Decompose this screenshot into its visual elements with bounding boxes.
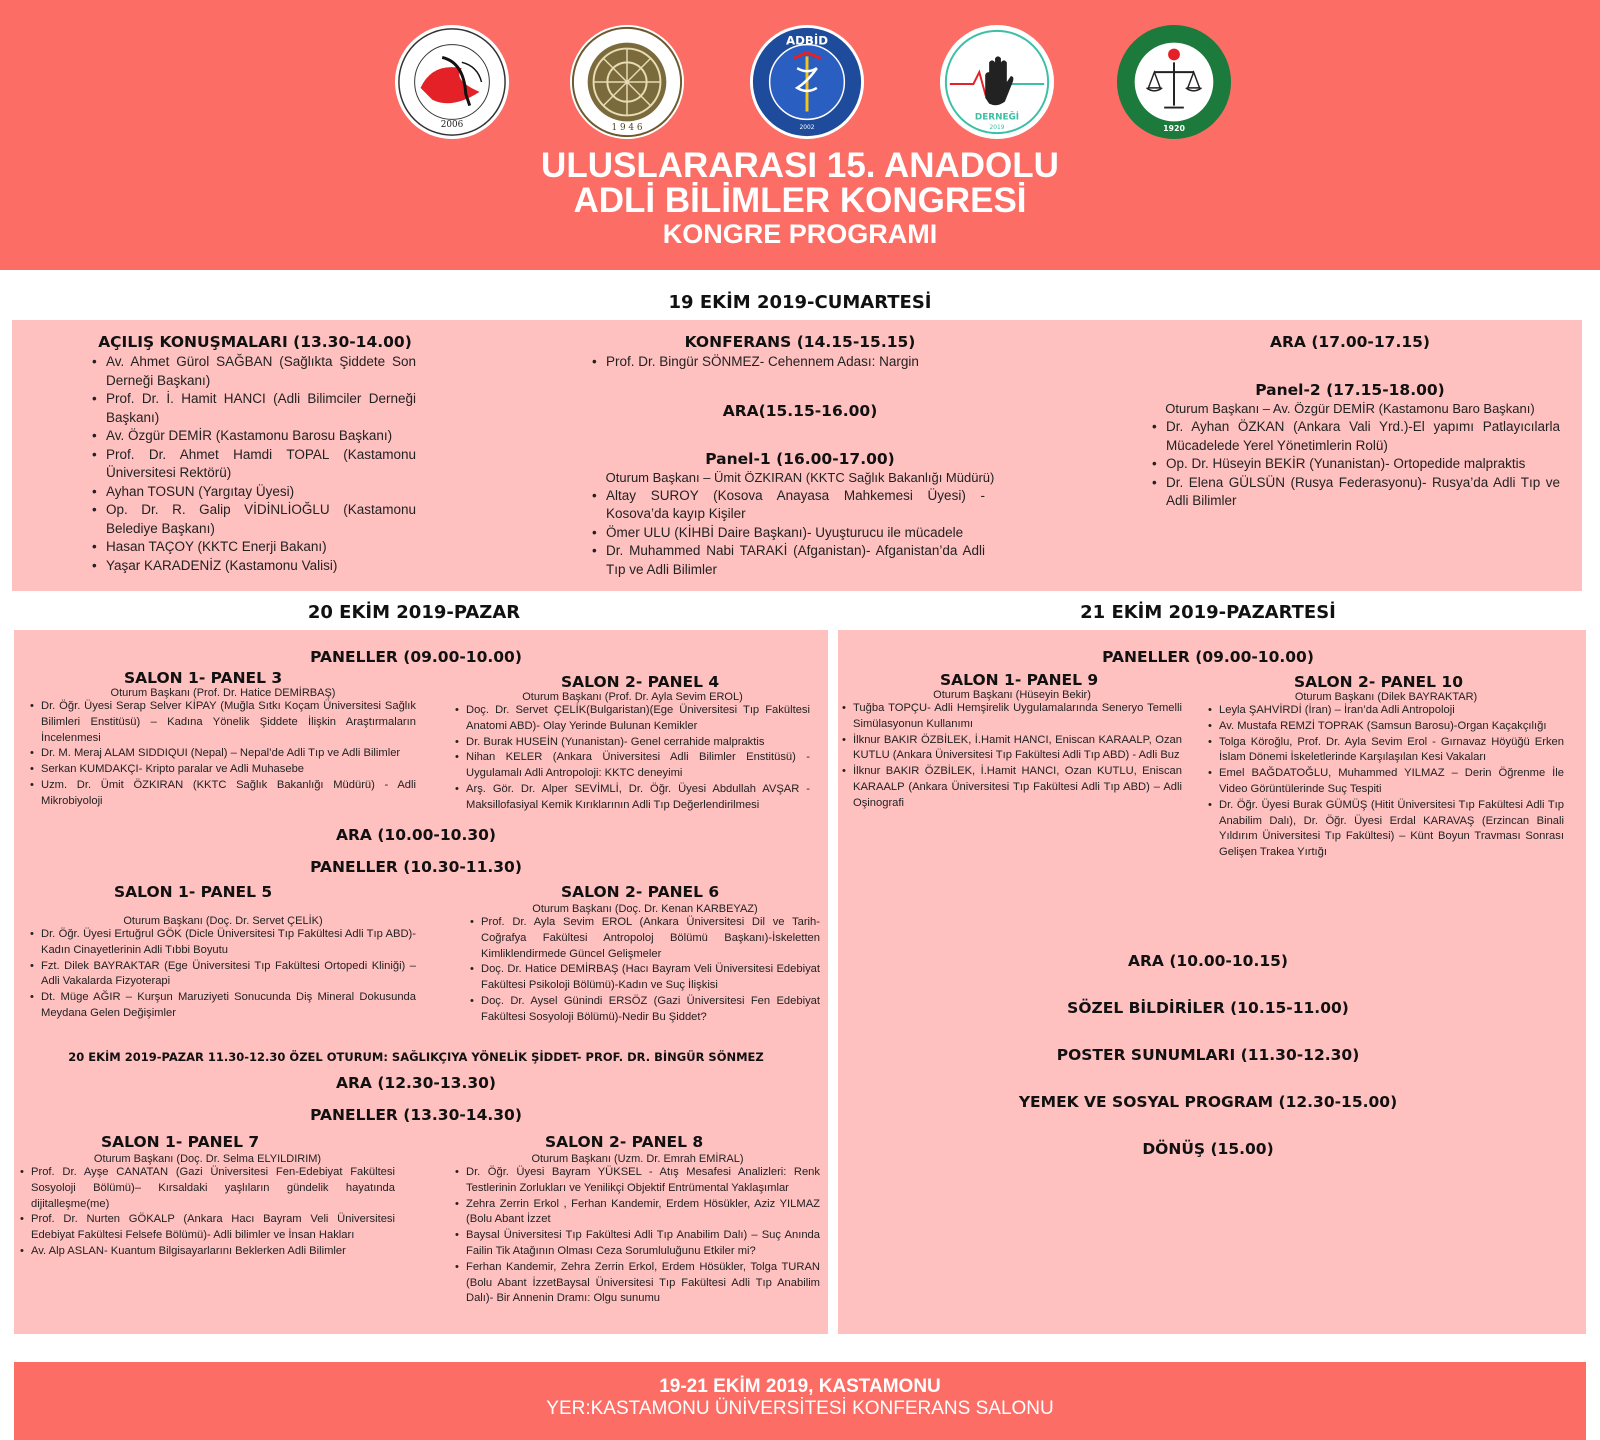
list-item: • Arş. Gör. Dr. Alper SEVİMLİ, Dr. Öğr. Üyesi Abdullah AVŞAR - Maksillofasiyal Kemik Kırıklarının Adli Tıp Değerlendirilmesi — [455, 782, 810, 814]
panel5-list — [30, 927, 416, 1022]
panel7-chair: Oturum Başkanı (Doç. Dr. Selma ELYILDIRIM) — [93, 1153, 322, 1165]
kastamonu-barosu-logo — [1115, 23, 1233, 141]
break-heading: ARA(15.15-16.00) — [722, 401, 878, 420]
panel3-list — [30, 699, 416, 810]
panel7-section — [20, 1133, 395, 1260]
panel9-heading: SALON 1- PANEL 9 — [940, 671, 1099, 689]
panel6-heading: SALON 2- PANEL 6 — [561, 883, 720, 901]
list-item: • Baysal Üniversitesi Tıp Fakültesi Adli Tıp Anabilim Dalı) – Suç Anında Failin Tik Atağının Olması Ceza Sorumluluğunu Etkiler mi? — [455, 1228, 820, 1260]
list-item: • Dr. Burak HUSEİN (Yunanistan)- Genel cerrahide malpraktis — [455, 735, 810, 751]
svg-text:2006: 2006 — [440, 120, 464, 131]
list-item: • Yaşar KARADENİZ (Kastamonu Valisi) — [90, 557, 416, 576]
footer-date: 19-21 EKİM 2019, KASTAMONU — [659, 1376, 941, 1397]
panel5-heading: SALON 1- PANEL 5 — [114, 883, 273, 901]
day3-return: DÖNÜŞ (15.00) — [1142, 1140, 1274, 1158]
panel9-list — [842, 701, 1182, 812]
list-item: • Ömer ULU (KİHBİ Daire Başkanı)- Uyuşturucu ile mücadele — [590, 524, 985, 543]
list-item: • Ferhan Kandemir, Zehra Zerrin Erkol, Erdem Hösükler, Tolga TURAN (Bolu Abant İzzetBaysal Üniversitesi Tıp Fakültesi Adli Tıp Anabilim Dalı)- Bir Annenin Dramı: Olgu sunumu — [455, 1260, 820, 1307]
opening-heading: AÇILIŞ KONUŞMALARI (13.30-14.00) — [98, 333, 412, 351]
list-item: • Altay SUROY (Kosova Anayasa Mahkemesi Üyesi) - Kosova’da kayıp Kişiler — [590, 487, 985, 524]
panel1-list — [590, 487, 985, 580]
ankara-universitesi-logo — [568, 23, 686, 141]
panel3-section — [30, 669, 416, 810]
list-item: • Doç. Dr. Hatice DEMİRBAŞ (Hacı Bayram Veli Üniversitesi Edebiyat Fakültesi Psikoloji Bölümü)-Kadın ve Suç İlişkisi — [470, 962, 820, 994]
list-item: • Leyla ŞAHVİRDİ (İran) – İran’da Adli Antropoloji — [1208, 703, 1564, 719]
day2-title: 20 EKİM 2019-PAZAR — [307, 602, 521, 623]
list-item: • Prof. Dr. Ayla Sevim EROL (Ankara Üniversitesi Dil ve Tarih-Coğrafya Fakültesi Antropoloj Bölümü Başkanı)-İskeletten Kimliklendirmede Güncel Gelişmeler — [470, 915, 820, 962]
day3-oral: SÖZEL BİLDİRİLER (10.15-11.00) — [1067, 999, 1349, 1017]
adbid-logo — [748, 23, 866, 141]
day1-title: 19 EKİM 2019-CUMARTESİ — [668, 292, 932, 313]
conference-heading: KONFERANS (14.15-15.15) — [684, 333, 916, 351]
panel4-chair: Oturum Başkanı (Prof. Dr. Ayla Sevim EROL) — [522, 691, 743, 703]
day3-poster: POSTER SUNUMLARI (11.30-12.30) — [1056, 1046, 1360, 1064]
footer-banner — [14, 1362, 1586, 1440]
day1-right-section — [1150, 333, 1560, 511]
list-item: • Dr. Elena GÜLSÜN (Rusya Federasyonu)- Rusya’da Adli Tıp ve Adli Bilimler — [1150, 474, 1560, 511]
day3-lunch: YEMEK VE SOSYAL PROGRAM (12.30-15.00) — [1018, 1093, 1398, 1111]
list-item: • Fzt. Dilek BAYRAKTAR (Ege Üniversitesi Tıp Fakültesi Ortopedi Kliniği) – Adli Vakalarda Fizyoterapi — [30, 959, 416, 991]
day3-title: 21 EKİM 2019-PAZARTESİ — [1080, 602, 1336, 623]
conference-list — [590, 353, 960, 372]
panel2-heading: Panel-2 (17.15-18.00) — [1255, 381, 1445, 399]
panel4-section — [455, 673, 810, 814]
header-banner — [0, 0, 1600, 270]
panel10-section — [1208, 673, 1564, 861]
day1-opening-section — [90, 333, 416, 575]
footer-venue: YER:KASTAMONU ÜNİVERSİTESİ KONFERANS SALONU — [546, 1398, 1054, 1419]
day3-break: ARA (10.00-10.15) — [1128, 952, 1288, 970]
list-item: • Hasan TAÇOY (KKTC Enerji Bakanı) — [90, 538, 416, 557]
panel5-chair: Oturum Başkanı (Doç. Dr. Servet ÇELİK) — [123, 915, 323, 927]
svg-text:ADBİD: ADBİD — [785, 33, 829, 48]
list-item: • Op. Dr. Hüseyin BEKİR (Yunanistan)- Ortopedide malpraktis — [1150, 455, 1560, 474]
day2-break1: ARA (10.00-10.30) — [336, 826, 496, 844]
list-item: • İlknur BAKIR ÖZBİLEK, İ.Hamit HANCI, Eniscan KARAALP, Ozan KUTLU (Ankara Üniversitesi Tıp Fakültesi Adli Tıp ABD) - Adli Buz — [842, 733, 1182, 765]
title-line-2: ADLİ BİLİMLER KONGRESİ — [573, 181, 1027, 220]
panel7-heading: SALON 1- PANEL 7 — [101, 1133, 260, 1151]
svg-text:2019: 2019 — [989, 125, 1005, 132]
day2-block2-heading: PANELLER (10.30-11.30) — [310, 858, 522, 876]
list-item: • Dr. Ayhan ÖZKAN (Ankara Vali Yrd.)-El yapımı Patlayıcılarla Mücadelede Yerel Yönetimlerin Rolü) — [1150, 418, 1560, 455]
panel10-chair: Oturum Başkanı (Dilek BAYRAKTAR) — [1294, 691, 1478, 703]
special-session: 20 EKİM 2019-PAZAR 11.30-12.30 ÖZEL OTURUM: SAĞLIKÇIYA YÖNELİK ŞİDDET- PROF. DR. BİNGÜR SÖNMEZ — [68, 1050, 764, 1064]
panel7-list — [20, 1165, 395, 1260]
list-item: • Dr. Öğr. Üyesi Ertuğrul GÖK (Dicle Üniversitesi Tıp Fakültesi Adli Tıp ABD)- Kadın Cinayetlerinin Adli Tıbbi Boyutu — [30, 927, 416, 959]
list-item: • Av. Ahmet Gürol SAĞBAN (Sağlıkta Şiddete Son Derneği Başkanı) — [90, 353, 416, 390]
title-line-1: ULUSLARARASI 15. ANADOLU — [541, 146, 1059, 185]
list-item: • Av. Alp ASLAN- Kuantum Bilgisayarlarını Beklerken Adli Bilimler — [20, 1244, 395, 1260]
panel8-list — [455, 1165, 820, 1307]
list-item: • Dr. Muhammed Nabi TARAKİ (Afganistan)- Afganistan’da Adli Tıp ve Adli Bilimler — [590, 542, 985, 579]
panel5-section — [30, 883, 416, 1022]
panel10-heading: SALON 2- PANEL 10 — [1294, 673, 1463, 691]
break-heading: ARA (17.00-17.15) — [1270, 333, 1430, 351]
list-item: • Nihan KELER (Ankara Üniversitesi Adli Bilimler Enstitüsü) - Uygulamalı Adli Antropoloji: KKTC deneyimi — [455, 750, 810, 782]
panel1-heading: Panel-1 (16.00-17.00) — [705, 449, 895, 468]
svg-text:2002: 2002 — [799, 125, 815, 132]
svg-text:1 9 4 6: 1 9 4 6 — [611, 123, 643, 134]
title-line-3: KONGRE PROGRAMI — [662, 219, 938, 249]
panel10-list — [1208, 703, 1564, 861]
panel9-section — [842, 671, 1182, 812]
panel6-section — [470, 883, 820, 1026]
panel6-chair: Oturum Başkanı (Doç. Dr. Kenan KARBEYAZ) — [532, 903, 758, 915]
panel1-chair: Oturum Başkanı – Ümit ÖZKIRAN (KKTC Sağlık Bakanlığı Müdürü) — [605, 469, 995, 485]
day2-block1-heading: PANELLER (09.00-10.00) — [310, 648, 522, 666]
kastamonu-universitesi-logo — [393, 23, 511, 141]
list-item: • Op. Dr. R. Galip VİDİNLİOĞLU (Kastamonu Belediye Başkanı) — [90, 501, 416, 538]
list-item: • Dr. Öğr. Üyesi Burak GÜMÜŞ (Hitit Üniversitesi Tıp Fakültesi Adli Tıp Anabilim Dalı), Dr. Öğr. Üyesi Erdal KARAVAŞ (Erzincan Binali Yıldırım Üniversitesi Tıp Fakültesi) – Künt Boyun Travması Sonrası Gelişen Trakea Yırtığı — [1208, 798, 1564, 861]
day2-block3-heading: PANELLER (13.30-14.30) — [310, 1106, 522, 1124]
list-item: • Dr. Öğr. Üyesi Serap Selver KİPAY (Muğla Sıtkı Koçam Üniversitesi Sağlık Bilimleri Enstitüsü) – Kadına Yönelik Şiddete İlişkin Araştırmaların İncelenmesi — [30, 699, 416, 746]
list-item: • Tuğba TOPÇU- Adli Hemşirelik Uygulamalarında Seneryo Temelli Simülasyonun Kullanımı — [842, 701, 1182, 733]
panel4-list — [455, 703, 810, 814]
panel3-heading: SALON 1- PANEL 3 — [124, 669, 283, 687]
day2-break2: ARA (12.30-13.30) — [336, 1074, 496, 1092]
saglikta-siddete-son-logo — [938, 23, 1056, 141]
list-item: • Dr. Öğr. Üyesi Bayram YÜKSEL - Atış Mesafesi Analizleri: Renk Testlerinin Zorlukları ve Yenilikçi Objektif Entrümental Yaklaşımlar — [455, 1165, 820, 1197]
list-item: • Av. Mustafa REMZİ TOPRAK (Samsun Barosu)-Organ Kaçakçılığı — [1208, 719, 1564, 735]
list-item: • Serkan KUMDAKÇI- Kripto paralar ve Adli Muhasebe — [30, 762, 416, 778]
panel3-chair: Oturum Başkanı (Prof. Dr. Hatice DEMİRBAŞ) — [110, 687, 336, 699]
panel9-chair: Oturum Başkanı (Hüseyin Bekir) — [933, 689, 1091, 701]
list-item: • Doç. Dr. Aysel Günindi ERSÖZ (Gazi Üniversitesi Fen Edebiyat Fakültesi Sosyoloji Bölümü)-Nedir Bu Şiddet? — [470, 994, 820, 1026]
panel8-heading: SALON 2- PANEL 8 — [545, 1133, 704, 1151]
list-item: • Zehra Zerrin Erkol , Ferhan Kandemir, Erdem Hösükler, Aziz YILMAZ (Bolu Abant İzzet — [455, 1197, 820, 1229]
opening-list — [90, 353, 416, 575]
panel8-chair: Oturum Başkanı (Uzm. Dr. Emrah EMİRAL) — [531, 1153, 744, 1165]
list-item: • Doç. Dr. Servet ÇELİK(Bulgaristan)(Ege Üniversitesi Tıp Fakültesi Anatomi ABD)- Olay Yerinde Bulunan Kemikler — [455, 703, 810, 735]
list-item: • Tolga Köroğlu, Prof. Dr. Ayla Sevim Erol - Gırnavaz Höyüğü Erken İslam Dönemi İskeletlerinde Karşılaşılan Kesi Vakaları — [1208, 735, 1564, 767]
list-item: • Prof. Dr. Ayşe CANATAN (Gazi Üniversitesi Fen-Edebiyat Fakültesi Sosyoloji Bölümü)– Kırsaldaki yaşlıların gündelik hayatında dijitalleşme(me) — [20, 1165, 395, 1212]
day1-middle-section — [590, 333, 1010, 579]
list-item: • Prof. Dr. Bingür SÖNMEZ- Cehennem Adası: Nargin — [590, 353, 960, 372]
list-item: • Dt. Müge AĞIR – Kurşun Maruziyeti Sonucunda Diş Mineral Dokusunda Meydana Gelen Değişimler — [30, 990, 416, 1022]
list-item: • Prof. Dr. İ. Hamit HANCI (Adli Bilimciler Derneği Başkanı) — [90, 390, 416, 427]
list-item: • Emel BAĞDATOĞLU, Muhammed YILMAZ – Derin Öğrenme İle Video Görüntülerinde Suç Tespiti — [1208, 766, 1564, 798]
list-item: • Ayhan TOSUN (Yargıtay Üyesi) — [90, 483, 416, 502]
list-item: • Uzm. Dr. Ümit ÖZKIRAN (KKTC Sağlık Bakanlığı Müdürü) - Adli Mikrobiyoloji — [30, 778, 416, 810]
list-item: • Prof. Dr. Nurten GÖKALP (Ankara Hacı Bayram Veli Üniversitesi Edebiyat Fakültesi Felsefe Bölümü)- Adli bilimler ve İnsan Hakları — [20, 1212, 395, 1244]
panel8-section — [455, 1133, 820, 1307]
list-item: • Dr. M. Meraj ALAM SIDDIQUI (Nepal) – Nepal’de Adli Tıp ve Adli Bilimler — [30, 746, 416, 762]
day3-block1-heading: PANELLER (09.00-10.00) — [1102, 648, 1314, 666]
panel6-list — [470, 915, 820, 1026]
list-item: • Av. Özgür DEMİR (Kastamonu Barosu Başkanı) — [90, 427, 416, 446]
list-item: • Prof. Dr. Ahmet Hamdi TOPAL (Kastamonu Üniversitesi Rektörü) — [90, 446, 416, 483]
svg-text:DERNEĞİ: DERNEĞİ — [974, 112, 1020, 123]
congress-title — [0, 148, 1600, 250]
list-item: • İlknur BAKIR ÖZBİLEK, İ.Hamit HANCI, Ozan KUTLU, Eniscan KARAALP (Ankara Üniversitesi Tıp Fakültesi Adli Tıp ABD) – Adli Oşinografi — [842, 764, 1182, 811]
panel2-list — [1150, 418, 1560, 511]
panel2-chair: Oturum Başkanı – Av. Özgür DEMİR (Kastamonu Baro Başkanı) — [1165, 401, 1535, 416]
panel4-heading: SALON 2- PANEL 4 — [561, 673, 720, 691]
svg-text:1920: 1920 — [1163, 124, 1185, 134]
